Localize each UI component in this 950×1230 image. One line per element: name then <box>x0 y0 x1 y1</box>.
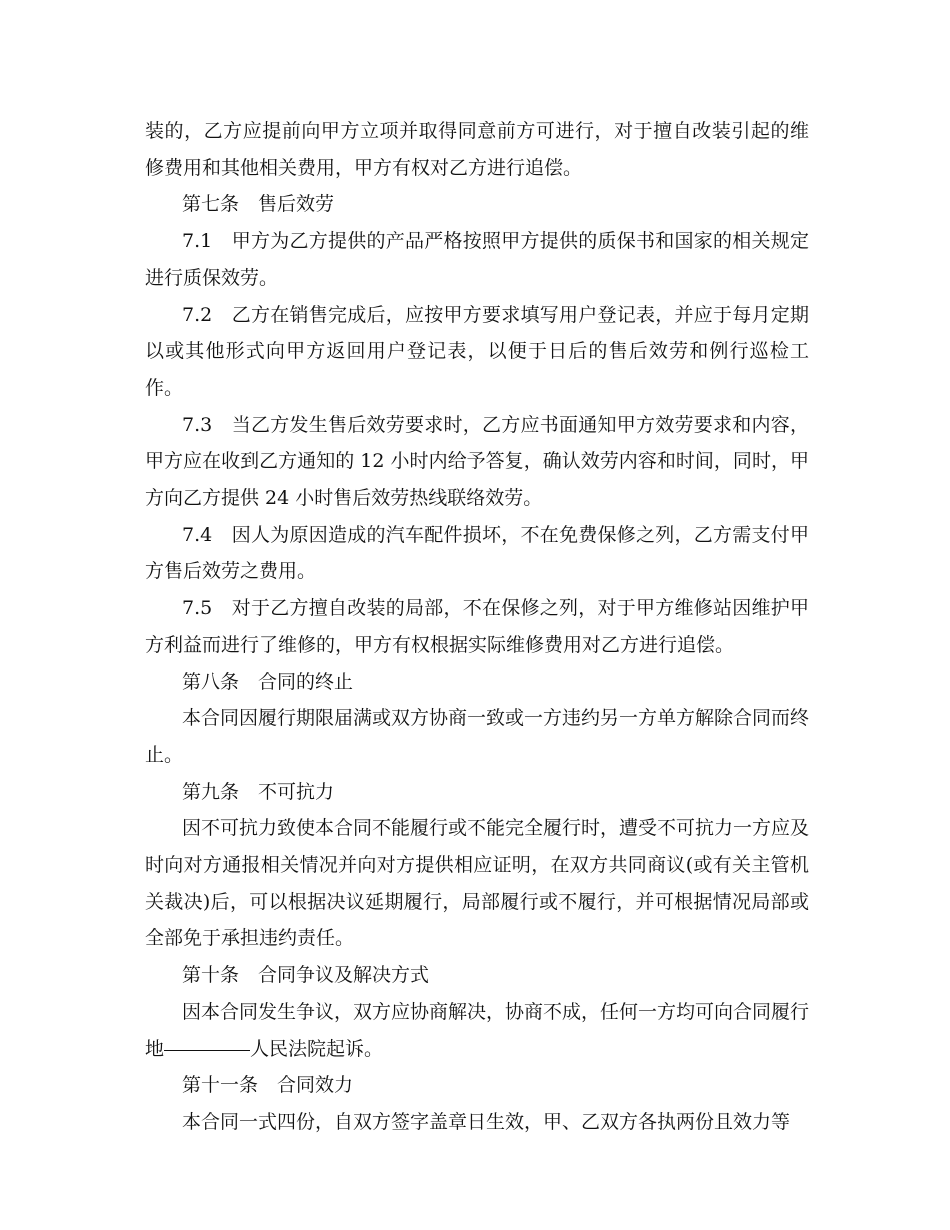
article-8-paragraph: 本合同因履行期限届满或双方协商一致或一方违约另一方单方解除合同而终止。 <box>145 707 810 766</box>
article-11-heading: 第十一条 合同效力 <box>182 1074 354 1097</box>
article-10-text-before-blank: 因本合同发生争议，双方应协商解决，协商不成，任何一方均可向合同履行地 <box>145 1000 810 1060</box>
article-8-heading: 第八条 合同的终止 <box>182 670 354 693</box>
article-10-paragraph <box>145 994 809 1067</box>
article-7-4-paragraph: 7.4 因人为原因造成的汽车配件损坏，不在免费保修之列，乙方需支付甲方售后效劳之费用。 <box>145 523 809 583</box>
court-location-blank <box>164 1049 250 1051</box>
intro-continuation-paragraph: 装的，乙方应提前向甲方立项并取得同意前方可进行，对于擅自改装引起的维修费用和其他相关费用，甲方有权对乙方进行追偿。 <box>145 120 809 179</box>
article-10-heading: 第十条 合同争议及解决方式 <box>182 964 430 987</box>
article-7-2-paragraph: 7.2 乙方在销售完成后，应按甲方要求填写用户登记表，并应于每月定期以或其他形式向甲方返回用户登记表，以便于日后的售后效劳和例行巡检工作。 <box>145 303 809 399</box>
article-9-paragraph: 因不可抗力致使本合同不能履行或不能完全履行时，遭受不可抗力一方应及时向对方通报相关情况并向对方提供相应证明，在双方共同商议(或有关主管机关裁决)后，可以根据决议延期履行，局部履行或不履行，并可根据情况局部或全部免于承担违约责任。 <box>145 817 810 950</box>
article-10-text-after-blank: 人民法院起诉。 <box>250 1037 384 1060</box>
article-7-1-paragraph: 7.1 甲方为乙方提供的产品严格按照甲方提供的质保书和国家的相关规定进行质保效劳。 <box>145 230 809 289</box>
document-body <box>145 113 809 1141</box>
article-11-paragraph: 本合同一式四份，自双方签字盖章日生效，甲、乙双方各执两份且效力等 <box>182 1110 791 1133</box>
article-7-heading: 第七条 售后效劳 <box>182 193 335 216</box>
article-7-5-paragraph: 7.5 对于乙方擅自改装的局部，不在保修之列，对于甲方维修站因维护甲方利益而进行了维修的，甲方有权根据实际维修费用对乙方进行追偿。 <box>145 597 809 656</box>
article-7-3-paragraph: 7.3 当乙方发生售后效劳要求时，乙方应书面通知甲方效劳要求和内容，甲方应在收到乙方通知的 12 小时内给予答复，确认效劳内容和时间，同时，甲方向乙方提供 24 小时售后效劳热线联络效劳。 <box>145 413 809 510</box>
article-9-heading: 第九条 不可抗力 <box>182 780 335 803</box>
